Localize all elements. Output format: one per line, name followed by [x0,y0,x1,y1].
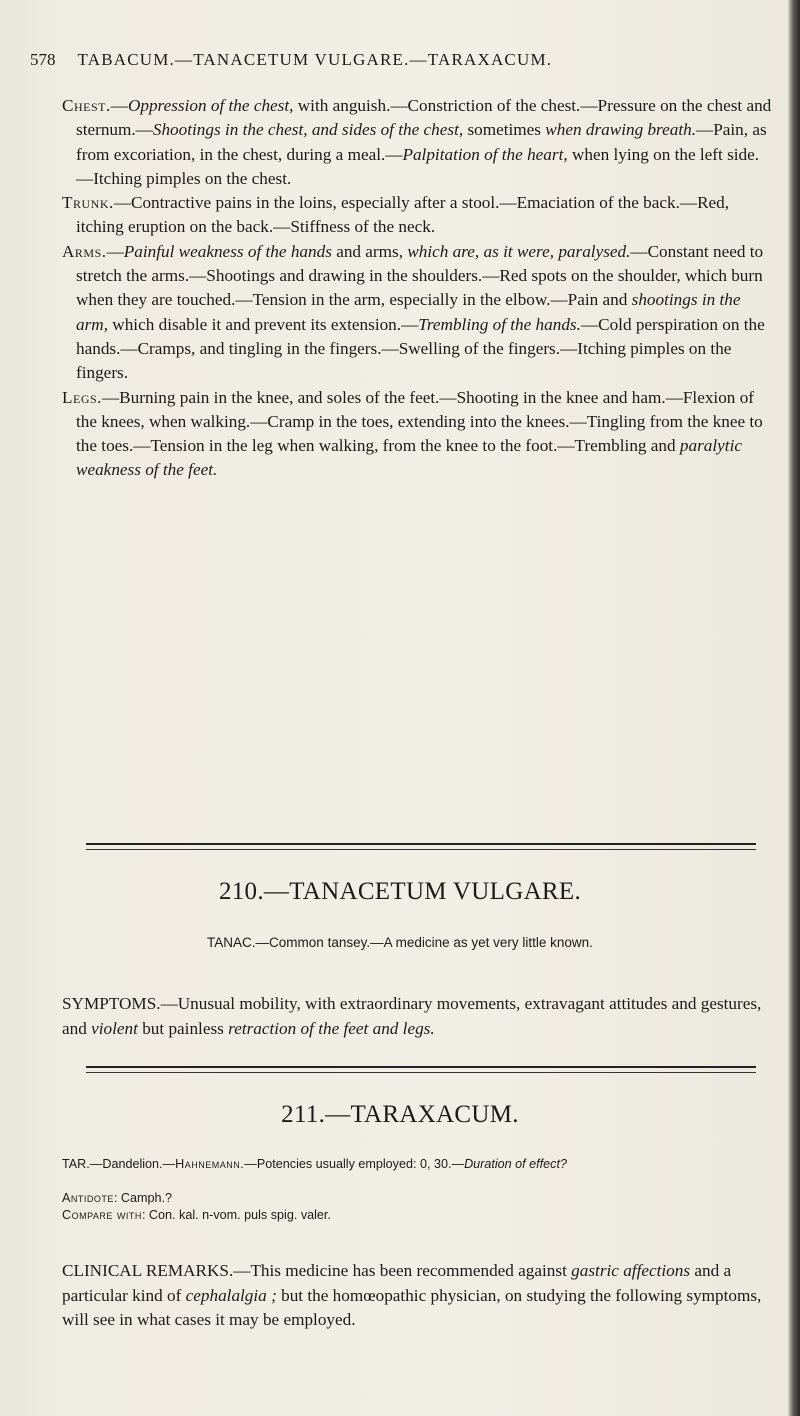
entry-trunk [62,191,774,240]
info-italic: Duration of effect? [464,1157,567,1171]
chest-italic-4: Palpitation of the heart, [402,144,568,164]
arms-text-3: —Constant need to stretch the arms.—Shootings and drawing in the shoulders.—Red spots on the shoulder, which burn when they are touched.—Tension in the arm, especially in the elbow.—Pain and [76,241,764,310]
compare-label: Compare with [62,1208,142,1222]
chest-text-4: —Pain, as from excoriation, in the chest, during a meal.— [76,120,767,164]
symptoms-paragraph-210 [62,992,774,1041]
clinical-text-3: but the homœopathic physician, on studying the following symptoms, will see in what cases it may be employed. [62,1285,762,1329]
entry-arms [62,240,774,386]
section-divider-rule [86,843,756,850]
arms-italic-1: Painful weakness of the hands [123,241,332,261]
entry-label-arms: Arms. [62,241,107,261]
legs-text-1: —Burning pain in the knee, and soles of the feet.—Shooting in the knee and ham.—Flexion of the knees, when walking.—Cramp in the toes, extending into the knees.—Tingling from the knee to the toes.—Tension in the leg when walking, from the knee to the foot.—Trembling and [76,387,763,456]
arms-text-4: which disable it and prevent its extension.— [108,314,419,334]
section-subtitle-210: TANAC.—Common tansey.—A medicine as yet very little known. [207,935,593,950]
chest-italic-3: when drawing breath. [545,120,696,140]
clinical-italic-1: gastric affections [571,1261,691,1280]
clinical-text-2: and a particular kind of [62,1261,732,1305]
clinical-remarks-paragraph [62,1259,774,1333]
entry-label-legs: Legs. [62,387,102,407]
symptoms-italic-1: violent [91,1018,138,1038]
symptoms-text-2: but painless [137,1018,229,1038]
running-title: TABACUM.—TANACETUM VULGARE.—TARAXACUM. [77,50,553,69]
compare-value: : Con. kal. n-vom. puls spig. valer. [141,1208,331,1222]
info-author: Hahnemann. [175,1157,245,1171]
chest-text-2: with anguish.—Constriction of the chest.—Pressure on the chest and sternum.— [76,96,772,140]
symptoms-text-1: —Unusual mobility, with extraordinary movements, extravagant attitudes and gestures, and [62,994,762,1038]
entry-label-trunk: Trunk. [62,193,114,213]
page-number: 578 [30,50,56,69]
page-edge-shadow [788,0,800,1416]
section-heading-211: 211.—TARAXACUM. [281,1101,519,1128]
info-text-1: TAR.—Dandelion.— [62,1157,176,1171]
chest-text-5: when lying on the left side.—Itching pimples on the chest. [76,144,760,188]
entry-label-chest: Chest. [62,96,111,115]
arms-italic-3: shootings in the arm, [76,290,741,334]
running-header [30,50,750,70]
section-heading-210: 210.—TANACETUM VULGARE. [218,878,582,905]
chest-text-3: sometimes [463,120,546,140]
antidote-line [62,1190,774,1207]
compare-line [62,1207,774,1224]
entry-chest [62,94,774,191]
arms-text-1: — [106,241,124,261]
info-text-2: —Potencies usually employed: 0, 30.— [244,1157,465,1171]
symptoms-label: SYMPTOMS. [62,994,161,1013]
chest-italic-2: Shootings in the chest, and sides of the chest, [152,120,464,140]
legs-italic-1: paralytic weakness of the feet. [76,436,742,480]
arms-text-2: and arms, [331,241,408,261]
arms-text-5: —Cold perspiration on the hands.—Cramps, and tingling in the fingers.—Swelling of the fingers.—Itching pimples on the fingers. [76,314,765,383]
section-divider-rule [86,1066,756,1073]
chest-text-1: — [110,96,128,115]
arms-italic-4: Trembling of the hands. [418,314,581,334]
clinical-text-1: —This medicine has been recommended against [233,1261,572,1280]
antidote-label: Antidote [62,1191,114,1205]
arms-italic-2: which are, as it were, paralysed. [407,241,631,261]
antidote-value: : Camph.? [113,1191,173,1205]
clinical-italic-2: cephalalgia ; [185,1285,277,1305]
chest-italic-1: Oppression of the chest, [127,96,294,115]
prior-section-text [62,94,774,483]
trunk-text-1: —Contractive pains in the loins, especially after a stool.—Emaciation of the back.—Red, itching eruption on the back.—Stiffness of the neck. [76,193,730,237]
entry-legs [62,386,774,483]
section-info-211 [62,1156,774,1173]
symptoms-italic-2: retraction of the feet and legs. [228,1018,435,1038]
clinical-label: CLINICAL REMARKS. [62,1261,234,1280]
